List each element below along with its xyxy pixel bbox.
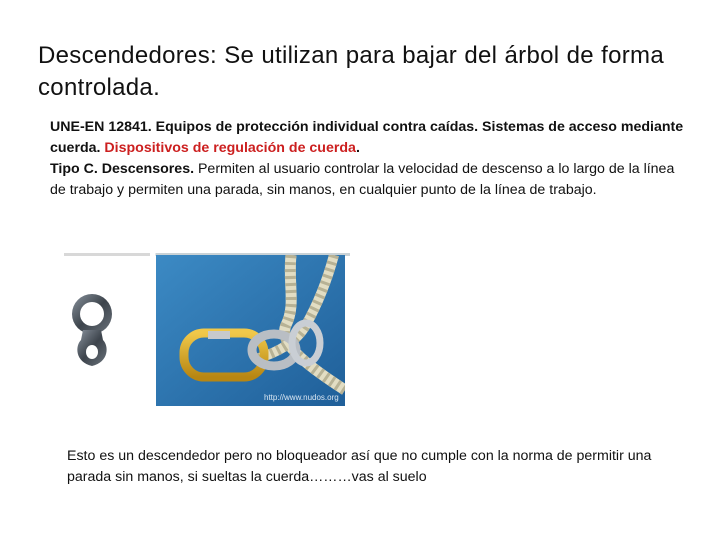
norm-code-heading: UNE-EN 12841. Equipos de protección individual contra caídas. Sistemas de acceso mediante cuerda. [50, 119, 684, 156]
norm-highlight: Dispositivos de regulación de cuerda [104, 140, 356, 156]
descender-carabiner-photo [156, 255, 345, 406]
norm-highlight-end: . [355, 140, 360, 156]
title-term: Descendedores [38, 42, 211, 69]
title-rest: : Se utilizan para bajar del árbol de forma controlada. [38, 42, 664, 101]
figure-eight-descender-icon [63, 290, 121, 374]
photo-caption: http://www.nudos.org [264, 393, 339, 402]
slide-title [38, 40, 664, 104]
type-paragraph [50, 159, 690, 201]
type-description: Permiten al usuario controlar la velocidad de descenso a lo largo de la línea de trabajo y permiten una parada, sin manos, en cualquier punto de la línea de trabajo. [50, 161, 675, 198]
type-heading: Tipo C. Descensores. [50, 161, 195, 177]
norm-description [50, 117, 690, 201]
descender-note: Esto es un descendedor pero no bloqueador así que no cumple con la norma de permitir una parada sin manos, si sueltas la cuerda………vas al suelo [67, 448, 652, 485]
norm-paragraph [50, 117, 690, 159]
